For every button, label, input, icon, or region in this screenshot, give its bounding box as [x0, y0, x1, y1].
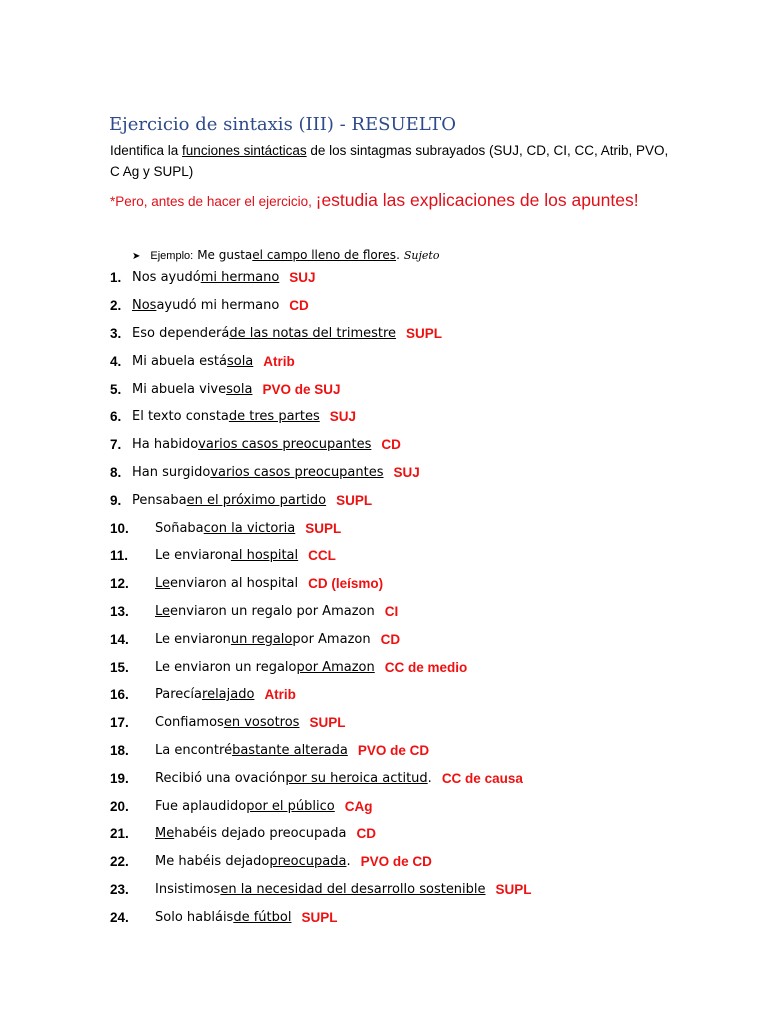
sentence-text: Recibió una ovación — [155, 770, 286, 786]
exercise-number: 14. — [110, 631, 129, 647]
example-text: Me gusta — [197, 248, 253, 262]
answer-label: CI — [384, 603, 399, 619]
sentence-text-after: habéis dejado preocupada — [174, 826, 347, 842]
sentence-text: Nos ayudó — [132, 270, 201, 286]
sentence-text: Le enviaron — [155, 631, 231, 647]
underlined-phrase: por Amazon — [296, 659, 375, 675]
exercise-item — [110, 403, 750, 431]
underlined-phrase: de las notas del trimestre — [229, 325, 397, 341]
answer-label: Atrib — [264, 687, 296, 703]
exercise-number: 10. — [110, 520, 129, 536]
answer-label: CC de causa — [441, 770, 523, 786]
exercise-number: 12. — [110, 576, 129, 592]
exercise-item — [110, 486, 750, 514]
exercise-item — [110, 709, 750, 737]
underlined-phrase: Le — [155, 576, 171, 592]
sentence-text: Confiamos — [155, 715, 224, 731]
exercise-item — [110, 264, 750, 292]
exercise-number: 2. — [110, 298, 122, 314]
exercise-number: 15. — [110, 659, 129, 675]
answer-label: PVO de CD — [357, 742, 430, 758]
sentence-text: Pensaba — [132, 492, 187, 508]
exercise-item — [110, 570, 750, 598]
underlined-phrase: sola — [226, 381, 253, 397]
exercise-list — [110, 264, 750, 931]
sentence-text: Fue aplaudido — [155, 798, 247, 814]
underlined-phrase: por su heroica actitud — [285, 770, 428, 786]
sentence-text: El texto consta — [132, 409, 229, 425]
exercise-number: 8. — [110, 464, 122, 480]
exercise-number: 24. — [110, 909, 129, 925]
answer-label: CD (leísmo) — [308, 576, 384, 592]
underlined-phrase: por el público — [246, 798, 335, 814]
underlined-phrase: varios casos preocupantes — [210, 464, 384, 480]
exercise-number: 4. — [110, 353, 122, 369]
underlined-phrase: al hospital — [230, 548, 299, 564]
answer-label: SUPL — [336, 492, 373, 508]
warning-small: *Pero, antes de hacer el ejercicio, — [110, 194, 316, 209]
warning — [110, 188, 710, 214]
answer-label: SUJ — [393, 464, 420, 480]
exercise-item — [110, 737, 750, 765]
exercise-item — [110, 431, 750, 459]
answer-label: SUPL — [309, 715, 346, 731]
exercise-item — [110, 320, 750, 348]
sentence-text-after: enviaron al hospital — [170, 576, 299, 592]
sentence-text: Soñaba — [155, 520, 204, 536]
example-text-after: . — [396, 248, 400, 262]
example-underlined: el campo lleno de flores — [252, 248, 397, 262]
answer-label: CD — [356, 826, 376, 842]
exercise-number: 21. — [110, 826, 129, 842]
underlined-phrase: sola — [226, 353, 254, 369]
underlined-phrase: bastante alterada — [232, 742, 348, 758]
underlined-phrase: en la necesidad del desarrollo sostenible — [220, 881, 486, 897]
sentence-text: Eso dependerá — [132, 325, 230, 341]
underlined-phrase: de tres partes — [228, 409, 320, 425]
exercise-item — [110, 848, 750, 876]
answer-label: CD — [380, 631, 401, 647]
exercise-number: 9. — [110, 492, 122, 508]
sentence-text-after: por Amazon — [292, 631, 371, 647]
instructions-text-after: de los sintagmas subrayados (SUJ, CD, CI, CC, Atrib, PVO, C Ag y SUPL) — [110, 143, 669, 179]
exercise-item — [110, 653, 750, 681]
exercise-number: 22. — [110, 854, 129, 870]
exercise-item — [110, 375, 750, 403]
exercise-item — [110, 598, 750, 626]
answer-label: PVO de CD — [360, 854, 432, 870]
answer-label: SUPL — [495, 881, 532, 897]
underlined-phrase: relajado — [202, 687, 255, 703]
underlined-phrase: preocupada — [269, 854, 347, 870]
underlined-phrase: Le — [155, 603, 171, 619]
example-answer: Sujeto — [403, 249, 440, 262]
underlined-phrase: varios casos preocupantes — [198, 437, 372, 453]
exercise-number: 1. — [110, 270, 122, 286]
exercise-number: 11. — [110, 548, 129, 564]
sentence-text: Han surgido — [132, 464, 211, 480]
answer-label: SUPL — [406, 325, 443, 341]
answer-label: SUJ — [289, 270, 316, 286]
sentence-text: Me habéis dejado — [155, 854, 270, 870]
exercise-item — [110, 764, 750, 792]
exercise-item — [110, 292, 750, 320]
exercise-item — [110, 347, 750, 375]
underlined-phrase: Nos — [132, 298, 157, 314]
sentence-text: Insistimos — [155, 881, 221, 897]
exercise-item — [110, 625, 750, 653]
answer-label: CC de medio — [384, 659, 468, 675]
exercise-item — [110, 681, 750, 709]
sentence-text: Ha habido — [132, 437, 199, 453]
warning-big: ¡estudia las explicaciones de los apuntes! — [315, 190, 639, 210]
example-label: Ejemplo: — [150, 250, 194, 262]
sentence-text: Mi abuela vive — [132, 381, 227, 397]
exercise-number: 20. — [110, 798, 129, 814]
exercise-item — [110, 876, 750, 904]
arrow-bullet-icon: ➤ — [132, 251, 141, 262]
instructions-underlined: funciones sintácticas — [182, 143, 307, 158]
exercise-item — [110, 820, 750, 848]
answer-label: Atrib — [263, 353, 295, 369]
exercise-number: 23. — [110, 881, 129, 897]
exercise-number: 3. — [110, 325, 122, 341]
example-line — [132, 248, 439, 262]
sentence-text-after: . — [346, 854, 351, 870]
underlined-phrase: de fútbol — [233, 909, 292, 925]
sentence-text: Le enviaron un regalo — [155, 659, 297, 675]
exercise-number: 18. — [110, 742, 129, 758]
sentence-text-after: . — [427, 770, 432, 786]
sentence-text-after: ayudó mi hermano — [156, 298, 280, 314]
exercise-item — [110, 514, 750, 542]
underlined-phrase: en el próximo partido — [186, 492, 327, 508]
exercise-number: 5. — [110, 381, 122, 397]
exercise-number: 19. — [110, 770, 129, 786]
sentence-text: Solo habláis — [155, 909, 234, 925]
sentence-text: Parecía — [155, 687, 203, 703]
exercise-number: 6. — [110, 409, 122, 425]
underlined-phrase: Me — [155, 826, 175, 842]
exercise-number: 7. — [110, 437, 122, 453]
instructions — [110, 140, 670, 182]
underlined-phrase: mi hermano — [200, 270, 280, 286]
exercise-number: 16. — [110, 687, 129, 703]
sentence-text: La encontré — [155, 742, 233, 758]
answer-label: CAg — [344, 798, 373, 814]
sentence-text-after: enviaron un regalo por Amazon — [170, 603, 375, 619]
exercise-item — [110, 542, 750, 570]
answer-label: CD — [381, 437, 401, 453]
exercise-item — [110, 459, 750, 487]
instructions-text: Identifica la — [110, 143, 183, 158]
underlined-phrase: un regalo — [230, 631, 293, 647]
answer-label: CD — [289, 298, 309, 314]
answer-label: SUPL — [301, 909, 338, 925]
answer-label: SUJ — [329, 409, 357, 425]
document-title: Ejercicio de sintaxis (III) - RESUELTO — [109, 114, 457, 135]
underlined-phrase: en vosotros — [223, 715, 300, 731]
sentence-text: Mi abuela está — [132, 353, 227, 369]
exercise-item — [110, 903, 750, 931]
exercise-number: 17. — [110, 715, 129, 731]
answer-label: PVO de SUJ — [262, 381, 341, 397]
answer-label: SUPL — [305, 520, 342, 536]
answer-label: CCL — [308, 548, 336, 564]
underlined-phrase: con la victoria — [203, 520, 296, 536]
exercise-number: 13. — [110, 603, 129, 619]
sentence-text: Le enviaron — [155, 548, 231, 564]
exercise-item — [110, 792, 750, 820]
